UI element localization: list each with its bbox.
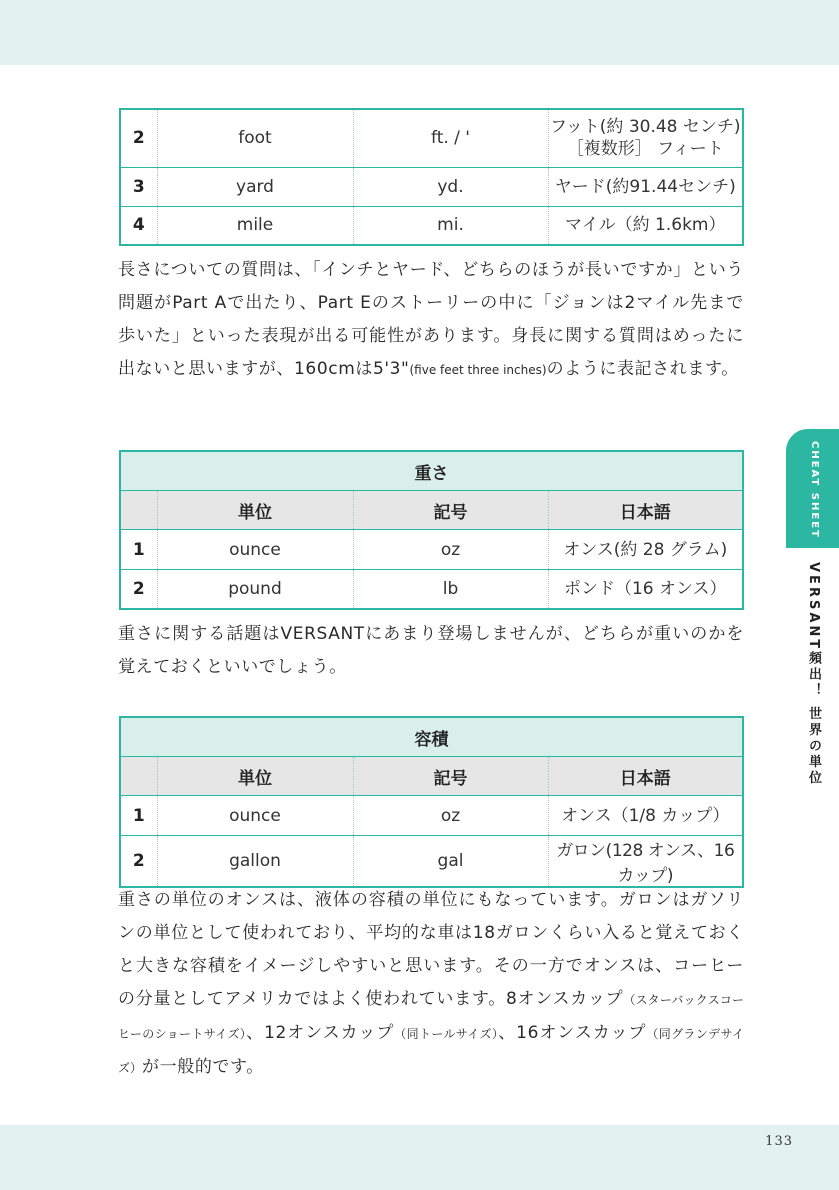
paragraph-small-text: (five feet three inches) [409,363,547,377]
japanese-cell: ポンド（16 オンス） [548,570,743,609]
weight-paragraph: 重さに関する話題はVERSANTにあまり登場しませんが、どちらが重いのかを覚えておくといいでしょう。 [118,624,744,677]
paragraph-text: 、12オンスカップ [246,1023,395,1043]
unit-cell: yard [157,167,353,206]
paragraph-text-end: のように表記されます。 [546,359,739,379]
paragraph-text-end: が一般的です。 [142,1057,264,1077]
unit-cell: ounce [157,796,353,836]
table-row [120,836,743,888]
table-row [120,530,743,570]
header-blank [120,491,157,530]
unit-cell: foot [157,109,353,167]
japanese-cell: マイル（約 1.6km） [548,206,743,245]
unit-cell: mile [157,206,353,245]
chapter-title-vertical: VERSANT頻出！ 世界の単位 [806,562,821,787]
length-table [119,108,744,246]
header-japanese: 日本語 [548,491,743,530]
row-number: 1 [120,796,157,836]
symbol-cell: gal [353,836,548,888]
japanese-cell: ガロン(128 オンス、16 カップ) [548,836,743,888]
japanese-cell: オンス(約 28 グラム) [548,530,743,570]
paragraph-small-text: （スターバックスコーヒーのショートサイズ） [118,993,745,1041]
header-symbol: 記号 [353,491,548,530]
paragraph-small-text: （同トールサイズ） [394,1027,499,1041]
paragraph-text: 重さの単位のオンスは、液体の容積の単位にもなっています。ガロンはガソリンの単位として使われており、平均的な車は18ガロンくらい入ると覚えておくと大きな容積をイメージしやすいと思います。その一方でオンスは、コーヒーの分量としてアメリカではよく使われています。8オンスカップ [118,890,744,1009]
header-unit: 単位 [157,491,353,530]
row-number: 2 [120,570,157,609]
table-header-row [120,757,743,796]
row-number: 2 [120,109,157,167]
header-band [0,0,839,65]
table-caption: 容積 [120,717,743,757]
symbol-cell: mi. [353,206,548,245]
table-caption: 重さ [120,451,743,491]
table-row [120,796,743,836]
japanese-line-1: フット(約 30.48 センチ) [549,117,741,138]
row-number: 2 [120,836,157,888]
header-japanese: 日本語 [548,757,743,796]
japanese-line-2: ［複数形］ フィート [566,139,724,160]
japanese-cell: ヤード(約91.44センチ) [548,167,743,206]
header-symbol: 記号 [353,757,548,796]
length-paragraph [118,254,744,387]
unit-cell: ounce [157,530,353,570]
cheat-sheet-label: CHEAT SHEET [809,441,820,539]
weight-table [119,450,744,610]
paragraph-text: 長さについての質問は、「インチとヤード、どちらのほうが長いですか」という問題がPart Aで出たり、Part Eのストーリーの中に「ジョンは2マイル先まで歩いた」といった表現が出る可能性があります。身長に関する質問はめったに出ないと思いますが、160cmは5'3" [118,260,744,379]
table-row [120,206,743,245]
table-row [120,570,743,609]
japanese-cell: オンス（1/8 カップ） [548,796,743,836]
symbol-cell: yd. [353,167,548,206]
unit-cell: gallon [157,836,353,888]
japanese-cell [548,109,743,167]
table-header-row [120,491,743,530]
paragraph-text: 、16オンスカップ [498,1023,647,1043]
page-number: 133 [765,1134,793,1149]
symbol-cell: oz [353,530,548,570]
header-unit: 単位 [157,757,353,796]
paragraph-small-text: （同グランデサイズ） [118,1027,744,1075]
unit-cell: pound [157,570,353,609]
row-number: 3 [120,167,157,206]
volume-paragraph [118,884,744,1085]
header-blank [120,757,157,796]
row-number: 1 [120,530,157,570]
symbol-cell: ft. / ' [353,109,548,167]
volume-table [119,716,744,888]
symbol-cell: lb [353,570,548,609]
table-row [120,109,743,167]
table-row [120,167,743,206]
row-number: 4 [120,206,157,245]
footer-band [0,1125,839,1190]
symbol-cell: oz [353,796,548,836]
